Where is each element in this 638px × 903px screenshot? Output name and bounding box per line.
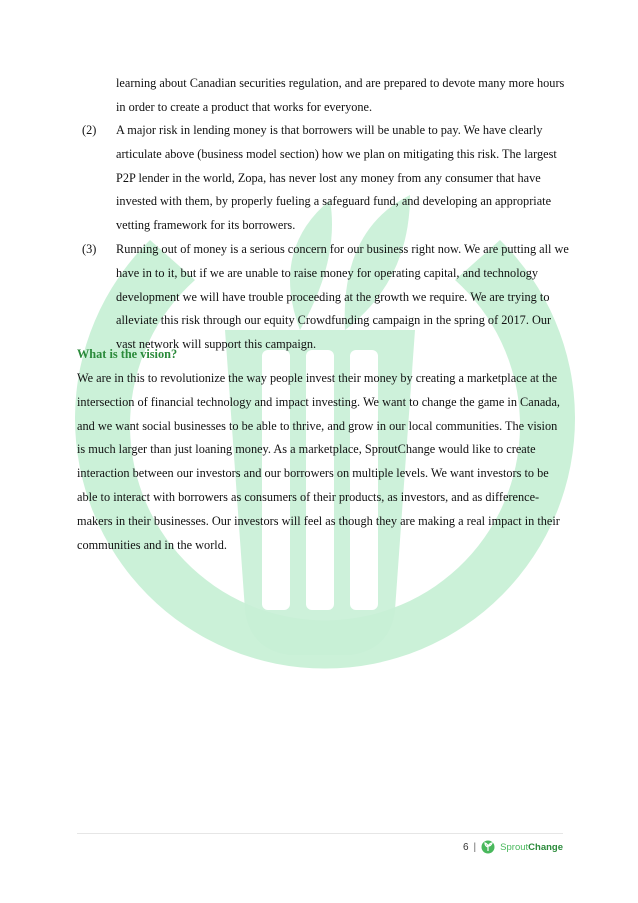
list-text: A major risk in lending money is that borrowers will be unable to pay. We have clearly articulate above (business model section) how we plan on mitigating this risk. The largest P2P lender in the world, Zopa, has never lost any money from any consumer that have invested with them, by properly fueling a safeguard fund, and developing an appropriate vetting framework for its borrowers.: [116, 123, 557, 233]
list-item: [82, 119, 572, 238]
list-number: (2): [82, 123, 97, 137]
vision-heading: What is the vision?: [77, 347, 178, 361]
risk-list: [82, 119, 572, 357]
brand-name: [500, 842, 563, 853]
footer-divider: [77, 833, 563, 834]
page-number: 6: [462, 841, 469, 853]
vision-paragraph: We are in this to revolutionize the way people invest their money by creating a marketplace at the intersection of financial technology and impact investing. We want to change the game in Canada, and we want social businesses to be able to thrive, and grow in our local communities. The vision is much larger than just loaning money. As a marketplace, SproutChange would like to create interaction between our investors and our borrowers on multiple levels. We want investors to be able to interact with borrowers as consumers of their products, as investors, and as difference-makers in their businesses. Our investors will feel as though they are making a real impact in their communities and in the world.: [77, 371, 560, 552]
brand-part-sprout: Sprout: [500, 841, 529, 853]
page-footer: [463, 838, 563, 856]
list-text: Running out of money is a serious concern for our business right now. We are putting all we have in to it, but if we are unable to raise money for operating capital, and technology development we will have trouble proceeding at the growth we require. We are trying to alleviate this risk through our equity Crowdfunding campaign in the spring of 2017. Our vast network will support this campaign.: [116, 241, 569, 352]
footer-separator: |: [473, 841, 477, 853]
continuation-paragraph: learning about Canadian securities regulation, and are prepared to devote many more hours in order to create a product that works for everyone.: [116, 76, 565, 114]
sproutchange-logo-icon: [481, 840, 495, 854]
brand-part-change: Change: [528, 841, 563, 853]
list-item: [82, 238, 572, 357]
list-number: (3): [82, 241, 97, 256]
